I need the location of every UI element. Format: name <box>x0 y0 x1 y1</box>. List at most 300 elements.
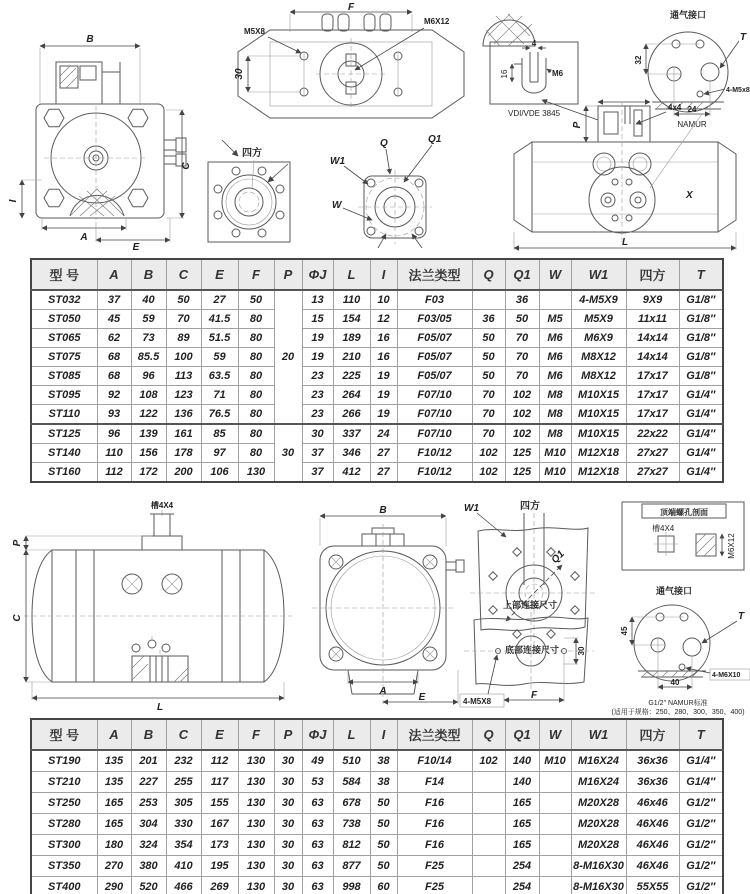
table-cell: 165 <box>505 793 539 814</box>
dim-label-30: 30 <box>234 68 245 80</box>
table-cell: 172 <box>131 463 166 483</box>
table-cell: 37 <box>302 463 333 483</box>
table-cell: 17x17 <box>626 386 679 405</box>
table-cell: F10/12 <box>397 444 472 463</box>
table-cell: 180 <box>97 835 131 856</box>
table-cell: F03/05 <box>397 310 472 329</box>
table-cell: 154 <box>333 310 370 329</box>
table-cell: F07/10 <box>397 405 472 425</box>
table-cell: G1/4″ <box>679 386 723 405</box>
dim-label-a: A <box>80 232 88 243</box>
table-cell: ST210 <box>31 772 97 793</box>
table-cell: M10 <box>539 463 571 483</box>
table-cell: 30 <box>274 424 302 482</box>
table-cell: 59 <box>201 348 238 367</box>
column-header: A <box>97 259 131 290</box>
table-cell: 738 <box>333 814 370 835</box>
table-row-ST300 <box>31 835 723 856</box>
table-cell: 80 <box>238 367 274 386</box>
table-cell: M6 <box>539 348 571 367</box>
table-cell: ST065 <box>31 329 97 348</box>
side-body <box>514 100 736 242</box>
table-cell: 167 <box>201 814 238 835</box>
table-cell: M10X15 <box>571 405 626 425</box>
table-cell: 155 <box>201 793 238 814</box>
dim-label-e: E <box>418 692 426 703</box>
drawing-square-drive-detail <box>196 138 314 246</box>
namur-note-1: G1/2″ NAMUR标准 <box>648 700 708 707</box>
table-cell: 9X9 <box>626 290 679 310</box>
table-cell: 210 <box>333 348 370 367</box>
table-cell: 15 <box>302 310 333 329</box>
table-cell: M6X9 <box>571 329 626 348</box>
table-cell: G1/4″ <box>679 424 723 444</box>
table-cell: 305 <box>166 793 201 814</box>
table-cell: G1/2″ <box>679 814 723 835</box>
column-header: F <box>238 719 274 750</box>
table-cell: 68 <box>97 367 131 386</box>
table-cell: 510 <box>333 750 370 772</box>
table-cell: 30 <box>302 424 333 444</box>
table-cell: F16 <box>397 793 472 814</box>
table-cell: F07/10 <box>397 424 472 444</box>
label-4x4-slot: 4x4 <box>668 103 682 112</box>
table-cell: 16 <box>370 348 397 367</box>
table-cell <box>539 793 571 814</box>
dim-label-l: L <box>156 702 164 713</box>
table-cell: 354 <box>166 835 201 856</box>
column-header: B <box>131 719 166 750</box>
table-cell: G1/2″ <box>679 856 723 877</box>
table-cell: 38 <box>370 750 397 772</box>
vdi-caption: VDI/VDE 3845 <box>507 109 561 118</box>
table-cell: 63.5 <box>201 367 238 386</box>
dims-top-view <box>234 2 450 92</box>
column-header: I <box>370 259 397 290</box>
table-cell: 40 <box>131 290 166 310</box>
table-cell: F07/10 <box>397 386 472 405</box>
table-cell: 45 <box>97 310 131 329</box>
table-cell: 85 <box>201 424 238 444</box>
column-header: 法兰类型 <box>397 259 472 290</box>
table-cell: M12X18 <box>571 444 626 463</box>
label-square: 四方 <box>520 501 540 512</box>
table-row-ST400 <box>31 877 723 894</box>
table-cell: G1/8″ <box>679 310 723 329</box>
column-header: C <box>166 259 201 290</box>
table-cell: 156 <box>131 444 166 463</box>
label-t: T <box>738 611 745 622</box>
column-header: W <box>539 719 571 750</box>
table-cell: 62 <box>97 329 131 348</box>
table-cell: ST085 <box>31 367 97 386</box>
table-cell: 38 <box>370 772 397 793</box>
table-cell: 380 <box>131 856 166 877</box>
drawing-top-screwhole-section <box>620 500 748 574</box>
drawing-top-connection <box>458 596 600 712</box>
table-cell: 20 <box>274 290 302 424</box>
table-cell: M10X15 <box>571 424 626 444</box>
table-cell: 46X46 <box>626 814 679 835</box>
table-row-ST350 <box>31 856 723 877</box>
table-cell: 466 <box>166 877 201 894</box>
table-cell: 201 <box>131 750 166 772</box>
table-cell: 254 <box>505 877 539 894</box>
table-row-ST032 <box>31 290 723 310</box>
dim-label-l: L <box>621 237 629 248</box>
table-cell: G1/4″ <box>679 444 723 463</box>
side-dims <box>514 103 736 250</box>
table-cell: ST250 <box>31 793 97 814</box>
column-header: Q1 <box>505 259 539 290</box>
table-cell: M8 <box>539 386 571 405</box>
vent-face <box>634 605 710 681</box>
table-cell: 50 <box>370 856 397 877</box>
vent-title: 通气接口 <box>655 586 693 596</box>
table-cell: G1/2″ <box>679 877 723 894</box>
table-cell: 80 <box>238 444 274 463</box>
column-header: ΦJ <box>302 259 333 290</box>
table-cell: 998 <box>333 877 370 894</box>
dim-label-24: 24 <box>687 105 697 114</box>
table-cell: G1/4″ <box>679 405 723 425</box>
table-cell: 50 <box>472 348 505 367</box>
table-cell: M6 <box>539 329 571 348</box>
table-cell: 253 <box>131 793 166 814</box>
table-cell: 50 <box>370 814 397 835</box>
table-row-ST095 <box>31 386 723 405</box>
table-cell: 139 <box>131 424 166 444</box>
table-cell: 290 <box>97 877 131 894</box>
header-row <box>31 719 723 750</box>
table-cell: 63 <box>302 877 333 894</box>
top-conn-plate <box>460 612 594 707</box>
table-cell: F14 <box>397 772 472 793</box>
table-cell <box>539 835 571 856</box>
bottom-conn-caption: 底部连接尺寸 <box>504 645 560 655</box>
table-cell: 130 <box>238 856 274 877</box>
table-cell: 19 <box>302 329 333 348</box>
table-cell: 412 <box>333 463 370 483</box>
namur-note-2: (适用于规格：250、280、300、350、400) <box>611 709 745 716</box>
table-cell: 80 <box>238 310 274 329</box>
table-cell: 10 <box>370 290 397 310</box>
table-cell: 266 <box>333 405 370 425</box>
table-cell: 200 <box>166 463 201 483</box>
column-header: W <box>539 259 571 290</box>
table-cell: 76.5 <box>201 405 238 425</box>
drawing-namur-vent-bottom <box>610 585 750 717</box>
table-cell: M10 <box>539 444 571 463</box>
table-cell: 70 <box>505 329 539 348</box>
table-cell: 24 <box>370 424 397 444</box>
table-cell: 63 <box>302 793 333 814</box>
table-cell: ST160 <box>31 463 97 483</box>
square-flange <box>208 162 290 242</box>
column-header: E <box>201 259 238 290</box>
column-header: Q <box>472 259 505 290</box>
table-cell: 27 <box>370 463 397 483</box>
table-cell: 178 <box>166 444 201 463</box>
table-cell <box>472 290 505 310</box>
table-cell: 63 <box>302 835 333 856</box>
drawing-large-end-view <box>298 504 468 708</box>
table-cell: 30 <box>274 772 302 793</box>
large-body <box>24 500 292 682</box>
table-cell: 346 <box>333 444 370 463</box>
table-cell: 50 <box>238 290 274 310</box>
table-row-ST125 <box>31 424 723 444</box>
table-cell: 19 <box>370 367 397 386</box>
table-cell: 12 <box>370 310 397 329</box>
table-cell: 165 <box>505 814 539 835</box>
column-header: B <box>131 259 166 290</box>
table-cell: 112 <box>201 750 238 772</box>
table-cell: F16 <box>397 814 472 835</box>
column-header: W1 <box>571 719 626 750</box>
dim-label-i: I <box>8 199 19 203</box>
table-cell: M5 <box>539 310 571 329</box>
top-conn-caption: 上部连接尺寸 <box>502 600 558 610</box>
table-cell: G1/2″ <box>679 793 723 814</box>
table-cell: 80 <box>238 329 274 348</box>
table-cell: F05/07 <box>397 348 472 367</box>
actuator-body-front <box>36 62 186 220</box>
dim-label-b: B <box>379 505 387 516</box>
table-cell: M5X9 <box>571 310 626 329</box>
table-cell: 255 <box>166 772 201 793</box>
table-cell: M20X28 <box>571 835 626 856</box>
table-cell: 50 <box>472 329 505 348</box>
drawing-bottom-mounting-view <box>328 132 463 250</box>
table-cell: 165 <box>97 793 131 814</box>
large-side-dims <box>12 536 284 713</box>
mounting-callouts <box>330 134 442 248</box>
column-header: Q <box>472 719 505 750</box>
table-cell: 27 <box>370 444 397 463</box>
table-cell: 125 <box>505 444 539 463</box>
table-cell: M6 <box>539 367 571 386</box>
table-cell <box>472 793 505 814</box>
dim-label-b: B <box>86 34 94 45</box>
table-cell: ST140 <box>31 444 97 463</box>
table-cell: 227 <box>131 772 166 793</box>
table-cell: 50 <box>505 310 539 329</box>
table-cell: F03 <box>397 290 472 310</box>
table-cell: M8X12 <box>571 348 626 367</box>
actuator-body-top <box>238 14 464 118</box>
table-cell: 63 <box>302 856 333 877</box>
dim-label-f: F <box>347 2 355 13</box>
table-cell: 50 <box>166 290 201 310</box>
table-cell: 812 <box>333 835 370 856</box>
table-cell: 130 <box>238 877 274 894</box>
drawing-large-side-view <box>12 498 304 712</box>
callout-m5x8: M5X8 <box>244 27 265 36</box>
table-cell: 254 <box>505 856 539 877</box>
table-cell: 161 <box>166 424 201 444</box>
dim-label-a: A <box>379 686 387 697</box>
table-cell: 264 <box>333 386 370 405</box>
table-cell: 270 <box>97 856 131 877</box>
section-title: 顶端螺孔剖面 <box>660 508 708 517</box>
dim-label-f: F <box>530 690 538 701</box>
table-cell: 173 <box>201 835 238 856</box>
label-q: Q <box>380 138 388 149</box>
table-cell: 130 <box>238 814 274 835</box>
large-end-body <box>312 524 464 704</box>
table-cell: 51.5 <box>201 329 238 348</box>
table-cell: ST095 <box>31 386 97 405</box>
table-cell: ST350 <box>31 856 97 877</box>
label-w: W <box>332 200 342 211</box>
dim-label-p: P <box>12 539 23 547</box>
table-cell: 41.5 <box>201 310 238 329</box>
table-cell: 135 <box>97 750 131 772</box>
table-cell: 14x14 <box>626 329 679 348</box>
table-cell: F25 <box>397 856 472 877</box>
table-row-ST075 <box>31 348 723 367</box>
table-cell: 165 <box>505 835 539 856</box>
dimension-table-st190-st400 <box>30 718 724 894</box>
table-cell: 22x22 <box>626 424 679 444</box>
label-4-m5x8: 4-M5X8 <box>463 697 492 706</box>
table-cell <box>472 856 505 877</box>
table-cell: 520 <box>131 877 166 894</box>
table-cell: 19 <box>302 348 333 367</box>
table-cell: 4-M5X9 <box>571 290 626 310</box>
table-cell: 102 <box>472 444 505 463</box>
table-row-ST085 <box>31 367 723 386</box>
table-cell: 70 <box>505 367 539 386</box>
dim-label-c: C <box>181 162 192 170</box>
drawing-side-view <box>502 96 750 254</box>
table-cell: ST032 <box>31 290 97 310</box>
column-header: 四方 <box>626 259 679 290</box>
table-cell: F05/07 <box>397 329 472 348</box>
table-cell <box>472 772 505 793</box>
column-header: T <box>679 719 723 750</box>
table-cell: 304 <box>131 814 166 835</box>
table-cell: 189 <box>333 329 370 348</box>
namur-caption: NAMUR <box>677 120 707 129</box>
table-cell: 584 <box>333 772 370 793</box>
table-cell: 27x27 <box>626 463 679 483</box>
column-header: 型 号 <box>31 719 97 750</box>
table-cell: 70 <box>505 348 539 367</box>
column-header: 型 号 <box>31 259 97 290</box>
table-row-ST250 <box>31 793 723 814</box>
column-header: P <box>274 259 302 290</box>
table-cell: 123 <box>166 386 201 405</box>
table-cell: 130 <box>238 835 274 856</box>
section-box <box>622 502 744 570</box>
label-4-m5x8: 4-M5x8 <box>726 87 750 94</box>
mounting-flange <box>358 170 432 244</box>
column-header: I <box>370 719 397 750</box>
table-cell: 19 <box>370 405 397 425</box>
column-header: T <box>679 259 723 290</box>
table-cell: ST300 <box>31 835 97 856</box>
table-cell: 102 <box>472 750 505 772</box>
table-cell: 102 <box>505 424 539 444</box>
table-cell: 70 <box>166 310 201 329</box>
table-cell: 55X55 <box>626 877 679 894</box>
callout-m6x12: M6X12 <box>424 17 450 26</box>
table-cell: 102 <box>505 386 539 405</box>
table-cell: 60 <box>370 877 397 894</box>
dim-label-16: 16 <box>500 69 509 79</box>
table-cell: M16X24 <box>571 750 626 772</box>
table-cell: M16X24 <box>571 772 626 793</box>
table-cell: G1/8″ <box>679 348 723 367</box>
table-cell <box>472 877 505 894</box>
dimension-table-st032-st160 <box>30 258 724 483</box>
table-cell: 136 <box>166 405 201 425</box>
table-cell: 110 <box>97 444 131 463</box>
table-cell: G1/2″ <box>679 835 723 856</box>
table-cell: 11x11 <box>626 310 679 329</box>
table-cell <box>472 814 505 835</box>
table-cell: 27 <box>201 290 238 310</box>
column-header: 四方 <box>626 719 679 750</box>
table-cell: 337 <box>333 424 370 444</box>
table-cell: 16 <box>370 329 397 348</box>
table-cell: 122 <box>131 405 166 425</box>
dim-label-30: 30 <box>577 646 586 656</box>
label-t: T <box>740 32 747 43</box>
table-row-ST190 <box>31 750 723 772</box>
drawing-top-view <box>230 4 472 132</box>
table-cell: ST280 <box>31 814 97 835</box>
table-cell: 17x17 <box>626 405 679 425</box>
column-header: W1 <box>571 259 626 290</box>
label-m6: M6 <box>552 69 564 78</box>
table-cell: G1/8″ <box>679 329 723 348</box>
header-row <box>31 259 723 290</box>
table-cell: 130 <box>238 772 274 793</box>
label-slot-4x4: 槽4X4 <box>150 501 174 510</box>
table-cell: 225 <box>333 367 370 386</box>
table-cell: G1/8″ <box>679 290 723 310</box>
table-cell: 8-M16X30 <box>571 856 626 877</box>
label-m6x12: M6X12 <box>727 533 736 559</box>
table-cell: 30 <box>274 835 302 856</box>
table-cell: 13 <box>302 290 333 310</box>
table-cell: G1/4″ <box>679 750 723 772</box>
table-cell: 50 <box>370 793 397 814</box>
table-cell: 17x17 <box>626 367 679 386</box>
table-cell: 36 <box>472 310 505 329</box>
table-row-ST050 <box>31 310 723 329</box>
table-cell: 36 <box>505 290 539 310</box>
table-cell: 8-M16X30 <box>571 877 626 894</box>
table-cell: 80 <box>238 386 274 405</box>
drawing-front-view <box>8 26 193 253</box>
column-header: 法兰类型 <box>397 719 472 750</box>
table-cell: 53 <box>302 772 333 793</box>
table-cell: 30 <box>274 793 302 814</box>
table-cell: 89 <box>166 329 201 348</box>
table-row-ST110 <box>31 405 723 425</box>
table-cell: G1/8″ <box>679 367 723 386</box>
table-cell: ST050 <box>31 310 97 329</box>
table-cell <box>539 856 571 877</box>
table-cell: 73 <box>131 329 166 348</box>
table-cell: 37 <box>302 444 333 463</box>
table-cell: G1/4″ <box>679 463 723 483</box>
table-cell: 140 <box>505 750 539 772</box>
